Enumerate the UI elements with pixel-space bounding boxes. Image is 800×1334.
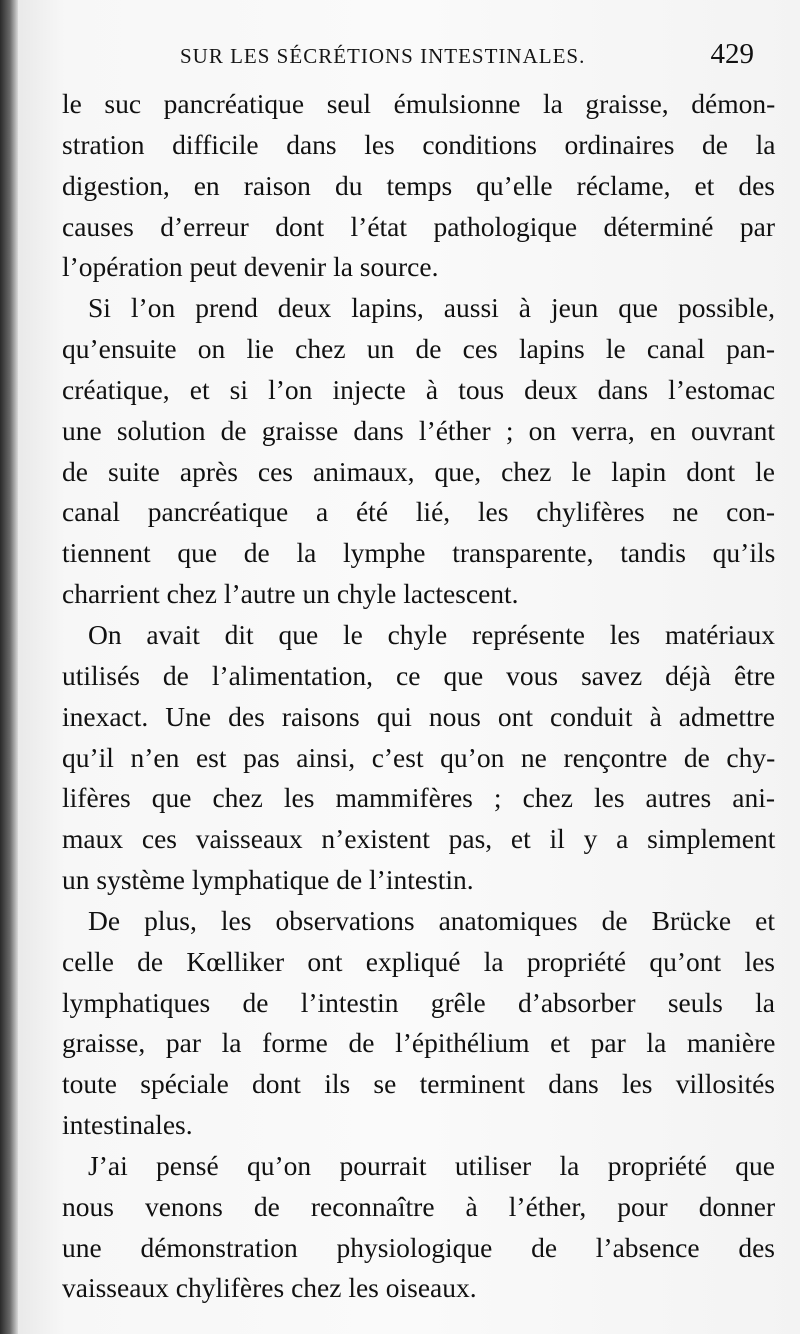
text-line: De plus, les observations anatomiques de Brücke et	[88, 904, 775, 936]
text-line: utilisés de l’alimentation, ce que vous savez déjà être	[62, 659, 776, 691]
text-line: maux ces vaisseaux n’existent pas, et il y a simplement	[62, 823, 776, 855]
paragraph-5	[62, 1146, 775, 1309]
text-line: l’opération peut devenir la source.	[62, 251, 439, 283]
paragraph-2	[62, 288, 775, 615]
text-line: canal pancréatique a été lié, les chylifères ne con-	[62, 496, 775, 528]
text-line: nous venons de reconnaître à l’éther, pour donner	[62, 1190, 776, 1222]
text-line: qu’il n’en est pas ainsi, c’est qu’on ne rençontre de chy-	[62, 741, 776, 773]
text-line: J’ai pensé qu’on pourrait utiliser la propriété que	[88, 1149, 775, 1181]
text-line: lifères que chez les mammifères ; chez les autres ani-	[62, 782, 775, 814]
running-title: SUR LES SÉCRÉTIONS INTESTINALES.	[180, 44, 586, 68]
paragraph-4	[62, 901, 775, 1146]
paragraph-1	[62, 84, 775, 288]
text-line: qu’ensuite on lie chez un de ces lapins le canal pan-	[62, 333, 775, 365]
text-line: charrient chez l’autre un chyle lactescent.	[62, 578, 519, 610]
text-line: causes d’erreur dont l’état pathologique déterminé par	[62, 210, 775, 242]
text-line: toute spéciale dont ils se terminent dans les villosités	[62, 1068, 776, 1100]
text-line: de suite après ces animaux, que, chez le lapin dont le	[62, 455, 775, 487]
text-line: celle de Kœlliker ont expliqué la propriété qu’ont les	[62, 945, 775, 977]
text-line: le suc pancréatique seul émulsionne la graisse, démon-	[62, 88, 776, 119]
text-line: tiennent que de la lymphe transparente, tandis qu’ils	[62, 537, 776, 569]
text-line: lymphatiques de l’intestin grêle d’absorber seuls la	[62, 986, 775, 1018]
page-number: 429	[710, 38, 754, 70]
text-line: une solution de graisse dans l’éther ; on verra, en ouvrant	[62, 414, 776, 446]
text-line: graisse, par la forme de l’épithélium et par la manière	[62, 1027, 776, 1059]
book-gutter-shadow	[0, 0, 18, 1334]
text-line: vaisseaux chylifères chez les oiseaux.	[62, 1272, 477, 1304]
text-line: On avait dit que le chyle représente les matériaux	[88, 618, 775, 650]
text-line: inexact. Une des raisons qui nous ont conduit à admettre	[62, 700, 775, 732]
text-line: stration difficile dans les conditions ordinaires de la	[62, 128, 776, 160]
text-line: intestinales.	[62, 1109, 193, 1141]
book-page	[18, 0, 800, 1334]
text-line: digestion, en raison du temps qu’elle réclame, et des	[62, 169, 775, 201]
text-line: une démonstration physiologique de l’absence des	[62, 1231, 775, 1263]
page-text-body	[62, 84, 775, 1309]
text-line: créatique, et si l’on injecte à tous deux dans l’estomac	[62, 373, 776, 405]
paragraph-3	[62, 615, 775, 901]
text-line: un système lymphatique de l’intestin.	[62, 864, 474, 896]
text-line: Si l’on prend deux lapins, aussi à jeun que possible,	[88, 292, 776, 324]
